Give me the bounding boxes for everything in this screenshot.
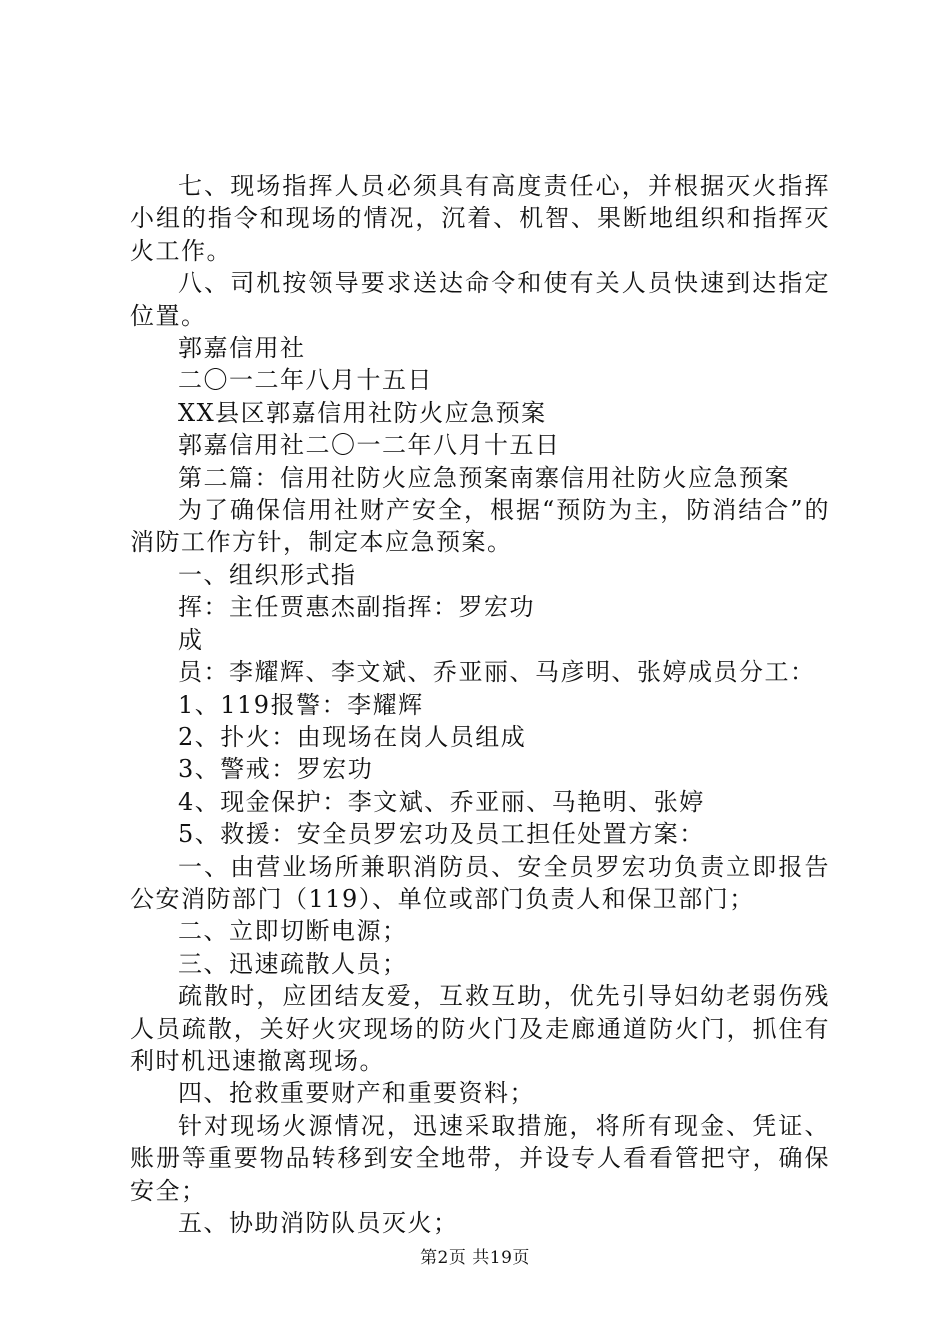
paragraph: 郭嘉信用社二〇一二年八月十五日 (178, 431, 561, 460)
paragraph: 二、立即切断电源； (178, 917, 408, 946)
paragraph: 三、迅速疏散人员； (178, 949, 408, 978)
list-item: 2、扑火：由现场在岗人员组成 (178, 722, 527, 751)
list-item: 5、救援：安全员罗宏功及员工担任处置方案： (178, 820, 705, 849)
document-body (130, 170, 830, 1239)
section-heading: 第二篇：信用社防火应急预案南寨信用社防火应急预案 (178, 463, 790, 492)
paragraph: 四、抢救重要财产和重要资料； (178, 1079, 535, 1108)
paragraph: 八、司机按领导要求送达命令和使有关人员快速到达指定位置。 (130, 269, 830, 330)
page-number-label: 第2页 共19页 (420, 1248, 530, 1268)
paragraph: 一、由营业场所兼职消防员、安全员罗宏功负责立即报告公安消防部门（119）、单位或部门负责人和保卫部门； (130, 852, 830, 913)
paragraph: 员：李耀辉、李文斌、乔亚丽、马彦明、张婷成员分工： (178, 658, 816, 687)
paragraph: 七、现场指挥人员必须具有高度责任心，并根据灭火指挥小组的指令和现场的情况，沉着、机智、果断地组织和指挥灭火工作。 (130, 172, 830, 265)
paragraph: 成 (178, 625, 204, 654)
page-footer (0, 1243, 950, 1268)
list-item: 1、119报警：李耀辉 (178, 690, 424, 719)
paragraph: 为了确保信用社财产安全，根据“预防为主，防消结合”的消防工作方针，制定本应急预案。 (130, 496, 830, 557)
list-item: 4、现金保护：李文斌、乔亚丽、马艳明、张婷 (178, 787, 705, 816)
paragraph: 一、组织形式指 (178, 560, 357, 589)
paragraph: 郭嘉信用社 (178, 334, 306, 363)
list-item: 3、警戒：罗宏功 (178, 755, 374, 784)
paragraph: 挥：主任贾惠杰副指挥：罗宏功 (178, 593, 535, 622)
paragraph: 二〇一二年八月十五日 (178, 366, 433, 395)
paragraph: 针对现场火源情况，迅速采取措施，将所有现金、凭证、账册等重要物品转移到安全地带，并设专人看看管把守，确保安全； (130, 1111, 830, 1205)
paragraph: 五、协助消防队员灭火； (178, 1209, 459, 1237)
paragraph: XX县区郭嘉信用社防火应急预案 (178, 398, 547, 427)
paragraph: 疏散时，应团结友爱，互救互助，优先引导妇幼老弱伤残人员疏散，关好火灾现场的防火门及走廊通道防火门，抓住有利时机迅速撤离现场。 (130, 982, 830, 1075)
